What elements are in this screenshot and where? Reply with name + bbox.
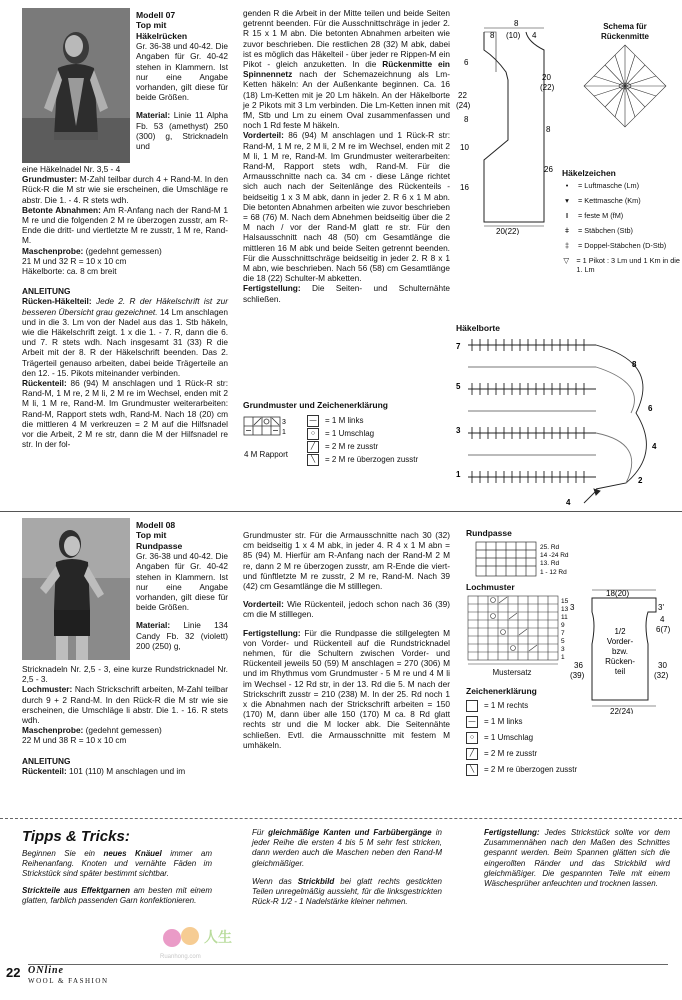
loch-row-15: 15 — [561, 598, 569, 606]
rundpasse-chart — [466, 528, 586, 586]
dim-bottom: 20(22) — [496, 227, 520, 235]
lochmuster-title: Lochmuster — [466, 582, 515, 592]
legend-slip: ▾ = Kettmasche (Km) — [562, 196, 680, 205]
model07-maschenprobe-3: Häkelborte: ca. 8 cm breit — [22, 266, 117, 277]
model07-grundmuster-chart — [243, 400, 453, 466]
model07-chart-rapport: 4 M Rapport — [243, 450, 289, 460]
model07-photo — [22, 8, 130, 163]
model07-ruecken-haekel: Rücken-Häkelteil: Jede 2. R der Häkelschrift ist zur besseren Übersicht grau gezeichnet. 14 Lm anschlagen und in die 3. Lm von der Nadel aus das 1. Stb häkeln, wie die Häkelschrift zeigt. 1 x die 1. - 7. R, dann die 6. und 7. R stets wdh. Nach insgesamt 31 (33) R die Arbeit mit der 8. R der Häkelschrift beenden. Das 2. Trägerteil genauso arbeiten, dabei beide Trägerteile an den 12. - 15. Pikots miteinander verbinden. — [22, 296, 229, 378]
model07-vorderteil: Vorderteil: 86 (94) M anschlagen und 1 Rück-R str: Rand-M, 1 M re, 2 M li, 2 M re im Wechsel, enden mit 2 M li, 1 M re, Rand-M. Im Grundmuster weiterarbeiten: Rand-M, Rapport stets wdh, Rand-M. Für die Armausschnitte nach ca. 34 cm - diese Länge richtet sich auch nach der Seitenlänge des Rückenteils - beidseitig 1 x 3 M abk, dann in jeder 2. R 6 x 1 M abn. Die betonten Abnahmen arbeiten wie zuvor beschrieben = 68 (76) M. Nach dem Abnehmen beidseitig über die 2 M nach / vor der Rand-M glatt re str. Für den Halsausschnitt nach 48 (50) cm Gesamtlänge die mittleren 16 M abk und beide Seiten getrennt beenden. Für die Ausschnittschräge beidseitig in jeder 2. R 8 x 1 M abn, wie beschrieben. Nach 56 (58) cm Gesamtlänge die 18 (22) Schulter-M abketten. — [243, 130, 451, 284]
m8-inner-4: Rücken- — [605, 657, 635, 666]
model08-col2-text: Grundmuster str. Für die Armausschnitte nach 30 (32) cm beidseitig 1 x 4 M abk, in jeder 4. R 4 x 1 M abn = 85 (94) M. Hierfür am R-Anfang nach der Rand-M 2 M re, dann 2 M re überzogen zusstr, am R-Ende die viert- und fünftletzte M re zusstr, 2 M re, Rand-M. Nach 39 (42) cm Gesamtlänge die M stilllegen. — [243, 530, 450, 592]
model07-fertig: Fertigstellung: Die Seiten- und Schulternähte schließen. — [243, 283, 450, 304]
legend-item-links: — = 1 M links — [307, 414, 418, 427]
model08-ruecken: Rückenteil: 101 (110) M anschlagen und im — [22, 765, 186, 776]
schema-title: Schema für Rückenmitte — [600, 22, 649, 41]
loch-row-3: 3 — [561, 646, 565, 654]
model07-col1 — [22, 164, 228, 449]
tip-4: Wenn das Strickbild bei glatt rechts gestickten Teilen unregelmäßig aussieht, für die linksgestrickten Rück-R 1/2 - 1 Nadelstärke kleiner nehmen. — [252, 876, 442, 907]
section-divider-2 — [0, 818, 682, 819]
tips-col3 — [484, 828, 670, 889]
model08-photo — [22, 518, 130, 660]
model07-material-cont: eine Häkelnadel Nr. 3,5 - 4 — [22, 164, 121, 174]
model08-lochmuster: Lochmuster: Nach Strickschrift arbeiten, M-Zahl teilbar durch 9 + 2 Rand-M. In den Rück-R die M str wie sie erscheinen, die Umschläge li abstr. Die 1. - 16. R stets wdh. — [22, 684, 228, 726]
watermark-text: Ruanhong.com — [160, 954, 201, 961]
single-crochet-icon: I — [565, 211, 569, 221]
model07-chart-row3: 3 — [282, 419, 286, 427]
model08-material-cont: Stricknadeln Nr. 2,5 - 3, eine kurze Rundstricknadel Nr. 2,5 - 3. — [22, 664, 228, 685]
brand-name: ONline — [28, 965, 64, 976]
model08-maschenprobe-2: 22 M und 38 R = 10 x 10 cm — [22, 735, 127, 746]
model07-col2 — [243, 8, 450, 304]
m8-legend-links: — = 1 M links — [466, 714, 616, 730]
chain-stitch-icon: • — [565, 181, 569, 191]
model07-subtitle-2: Häkelrücken — [136, 30, 188, 41]
dim-left-24: (24) — [456, 101, 471, 110]
ssk-icon: ╲ — [466, 764, 478, 776]
loch-row-13: 13 — [561, 606, 569, 614]
model08-legend — [466, 686, 616, 778]
m8-dim-32: (32) — [654, 671, 669, 680]
model08-col2 — [243, 530, 450, 750]
borte-row-8: 8 — [632, 360, 637, 370]
knit-purl-icon: — — [307, 415, 319, 427]
tip-5: Fertigstellung: Jedes Strickstück sollte vor dem Zusammennähen nach den Maßen des Schnittes gespannt werden. Beim Spannen glätten sich die eingerollten Ränder und das Strickbild wird gleichmäßiger. Die gespannten Teile mit einem Wäschesprüher anfeuchten und trocknen lassen. — [484, 828, 670, 889]
dim-right-26: 26 — [544, 165, 553, 174]
model07-grundmuster: Grundmuster: M-Zahl teilbar durch 4 + Rand-M. In den Rück-R die M str wie sie erscheinen, die Umschläge re abstr. Die 1. - 4. R stets wdh. — [22, 174, 228, 205]
purl-icon: — — [466, 716, 478, 728]
dim-left-10: 10 — [460, 143, 469, 152]
haekelborte-chart — [456, 323, 676, 508]
double-crochet-icon: ǂ — [564, 226, 570, 236]
rundpasse-row-13: 13. Rd — [540, 560, 560, 568]
model07-maschenprobe: Maschenprobe: (gedehnt gemessen) — [22, 245, 162, 256]
model08-material: Material: Linie 134 Candy Fb. 32 (violett) 200 (250) g, — [136, 620, 228, 651]
picot-icon: ▽ — [563, 256, 569, 266]
model07-subtitle-1: Top mit — [136, 20, 167, 31]
m8-legend-zusstr: ╱ = 2 M re zusstr — [466, 746, 616, 762]
lochmuster-diagram — [466, 592, 576, 670]
model08-subtitle-2: Rundpasse — [136, 540, 183, 551]
model07-name: Modell 07 — [136, 10, 176, 20]
m8-dim-3a: 3 — [570, 603, 575, 612]
yarn-over-icon: ○ — [466, 732, 478, 744]
loch-row-11: 11 — [561, 614, 568, 622]
dim-top-10: (10) — [506, 31, 521, 40]
yarn-over-icon: ○ — [307, 428, 319, 440]
k2tog-icon: ╱ — [307, 441, 319, 453]
legend-item-zusstr: ╱ = 2 M re zusstr — [307, 440, 418, 453]
model07-intro: Gr. 36-38 und 40-42. Die Angaben für Gr. 40-42 stehen in Klammern. Ist nur eine Angabe vorhanden, gilt diese für beide Größen. — [136, 41, 228, 103]
mustersatz-label: Mustersatz — [492, 668, 532, 678]
model08-anleitung: ANLEITUNG — [22, 755, 71, 766]
borte-row-4: 4 — [652, 442, 657, 452]
footer-brand — [28, 966, 109, 986]
dim-top-8b: 8 — [490, 31, 495, 40]
dim-right-20: 20 — [542, 73, 551, 82]
model08-image — [22, 518, 130, 660]
m8-legend-rechts: = 1 M rechts — [466, 698, 616, 714]
model08-col1 — [22, 664, 228, 776]
model08-name: Modell 08 — [136, 520, 176, 530]
dim-left-16: 16 — [460, 183, 469, 192]
page-number: 22 — [6, 965, 21, 980]
haekelborte-diagram — [456, 333, 676, 508]
dim-left-22: 22 — [458, 91, 467, 100]
m8-dim-36: 36 — [574, 661, 583, 670]
haekelzeichen-legend — [562, 168, 680, 274]
borte-row-2: 2 — [638, 476, 643, 486]
haekelzeichen-title: Häkelzeichen — [562, 168, 616, 178]
haekelborte-title: Häkelborte — [456, 323, 500, 333]
tips-col1 — [22, 828, 212, 906]
m8-dim-67: 6(7) — [656, 625, 671, 634]
rundpasse-row-14: 14 -24 Rd — [540, 552, 569, 560]
svg-text:人生: 人生 — [204, 929, 232, 945]
m8-legend-ueberzogen: ╲ = 2 M re überzogen zusstr — [466, 762, 616, 778]
m8-dim-4: 4 — [660, 615, 665, 624]
knit-icon — [466, 700, 478, 712]
dim-left-6: 6 — [464, 58, 469, 67]
model08-intro: Gr. 36-38 und 40-42. Die Angaben für Gr. 40-42 stehen in Klammern. Ist nur eine Angabe vorhanden, gilt diese für beide Größen. — [136, 551, 228, 613]
borte-row-1: 1 — [456, 470, 461, 480]
legend-item-umschlag: ○ = 1 Umschlag — [307, 427, 418, 440]
model07-chart-title: Grundmuster und Zeichenerklärung — [243, 400, 388, 410]
dim-right-8: 8 — [546, 125, 551, 134]
legend-chain: • = Luftmasche (Lm) — [562, 181, 680, 190]
model07-material: Material: Linie 11 Alpha Fb. 53 (amethyst) 250 (300) g, Stricknadeln und — [136, 110, 228, 152]
tip-3: Für gleichmäßige Kanten und Farbübergänge in jeder Reihe die ersten 4 bis 5 M sehr fest stricken, dann werden auch die Maschen neben den Rand-M gleichmäßiger. — [252, 828, 442, 868]
model07-schematic-drawing — [456, 10, 556, 235]
legend-sc: I = feste M (fM) — [562, 211, 680, 220]
loch-row-9: 9 — [561, 622, 565, 630]
model07-schema — [580, 22, 670, 133]
model07-chart-legend — [307, 414, 418, 466]
lochmuster-chart — [466, 582, 576, 679]
m8-inner-2: Vorder- — [606, 637, 634, 646]
m8-dim-top: 18(20) — [606, 589, 630, 598]
legend-picot: ▽ = 1 Pikot : 3 Lm und 1 Km in die 1. Lm — [563, 256, 680, 275]
tip-1: Beginnen Sie ein neues Knäuel immer am Reihenanfang. Knoten und vernähte Fäden im Strickstück sind später bestimmt sichtbar. — [22, 849, 212, 879]
dim-right-22: (22) — [540, 83, 555, 92]
dim-left-8: 8 — [464, 115, 469, 124]
legend-tr: ‡ = Doppel-Stäbchen (D-Stb) — [562, 241, 680, 250]
k2tog-icon: ╱ — [466, 748, 478, 760]
tip-2: Strickteile aus Effektgarnen am besten mit einem glatten, farblich passenden Garn konfektionieren. — [22, 885, 212, 905]
rundpasse-row-1: 1 - 12 Rd — [540, 569, 567, 577]
m8-inner-1: 1/2 — [614, 627, 626, 636]
rundpasse-diagram — [466, 538, 586, 584]
m8-dim-39: (39) — [570, 671, 585, 680]
brand-sub: WOOL & FASHION — [28, 977, 109, 986]
tips-title: Tipps & Tricks: — [22, 828, 130, 845]
loch-row-7: 7 — [561, 630, 565, 638]
model07-chart-grid — [243, 414, 289, 448]
rundpasse-title: Rundpasse — [466, 528, 512, 538]
loch-row-1: 1 — [561, 654, 565, 662]
model08-maschenprobe: Maschenprobe: (gedehnt gemessen) — [22, 725, 162, 736]
rundpasse-row-25: 25. Rd — [540, 544, 560, 552]
model08-subtitle-1: Top mit — [136, 530, 167, 541]
tips-col2 — [252, 828, 442, 907]
model08-vorderteil: Vorderteil: Wie Rückenteil, jedoch schon nach 36 (39) cm die M stilllegen. — [243, 599, 450, 620]
legend-dc: ǂ = Stäbchen (Stb) — [562, 226, 680, 235]
m8-inner-5: teil — [614, 667, 626, 676]
model07-chart-row1: 1 — [282, 429, 286, 437]
borte-row-6: 6 — [648, 404, 653, 414]
m8-dim-30: 30 — [658, 661, 667, 670]
model07-image — [22, 8, 130, 163]
m8-inner-3: bzw. — [611, 647, 629, 656]
model07-header — [136, 10, 228, 151]
model07-anleitung: ANLEITUNG — [22, 286, 71, 297]
watermark-logo — [160, 918, 270, 961]
dim-top-8a: 8 — [514, 19, 519, 28]
borte-row-3: 3 — [456, 426, 461, 436]
loch-row-5: 5 — [561, 638, 565, 646]
slip-stitch-icon: ▾ — [565, 196, 569, 206]
model07-betonte: Betonte Abnahmen: Am R-Anfang nach der Rand-M 1 M re und die folgenden 2 M re überzogen zusstr, am R-Ende die dritt- und viertletzte M re zusstr, 1 M re, Rand-M. — [22, 204, 228, 246]
model07-maschenprobe-2: 21 M und 32 R = 10 x 10 cm — [22, 255, 127, 266]
section-divider-1 — [0, 511, 682, 512]
borte-start-num: 4 — [566, 498, 571, 508]
model08-legend-title: Zeichenerklärung — [466, 686, 537, 696]
ssk-icon: ╲ — [307, 454, 319, 466]
treble-crochet-icon: ‡ — [564, 241, 570, 251]
m8-legend-umschlag: ○ = 1 Umschlag — [466, 730, 616, 746]
spider-web-diagram — [580, 41, 670, 131]
m8-dim-bottom: 22(24) — [610, 707, 634, 714]
borte-row-7: 7 — [456, 342, 461, 352]
model08-header — [136, 520, 228, 651]
legend-item-ueberzogen: ╲ = 2 M re überzogen zusstr — [307, 453, 418, 466]
model07-schematic — [456, 10, 556, 235]
footer-rule — [28, 964, 668, 965]
model07-col2-text: genden R die Arbeit in der Mitte teilen und beide Seiten getrennt beenden. Für die Ausschnittschräge in jeder 2. R 15 x 1 M abn. Die betonten Abnahmen arbeiten wie zuvor beschrieben. Die restlichen 28 (32) M abk, dabei ist es möglich das Häkelteil - über jeder re Rippen-M ein Pikot - gleich anzuketten. In die Rückenmitte ein Spinnennetz nach der Schemazeichnung als Lm-Ketten häkeln: An der Außenkante beginnen. Ca. 16 (18) Lm-Ketten mit je 20 Lm häkeln. An der Häkelborte je 2 Pikots mit 3 Lm verbinden. Die Lm-Ketten innen mit fM, Stb und Lm zu einem Oval zusammenfassen und noch 1 Rd feste M häkeln. — [243, 8, 450, 131]
model08-fertig: Fertigstellung: Für die Rundpasse die stillgelegten M von Vorder- und Rückenteil auf die Rundstricknadel nehmen, für die Schultern zwischen Vorder- und Rückenteil jeweils 50 (59) M anschlagen = 270 (306) M und im Rhythmus vom Grundmuster - 5 M re und 4 M li im Wechsel - 12 Rd str, in der 13. Rd die 5. M nach der Strickschrift zusstr = 210 (238) M. In der 25. Rd noch 1 x die Abnahmen nach der Strickschrift arbeiten = 150 (170) M, dann über alle 150 (170) M ca. 8 Rd glatt rechts str und die M locker abk. Die Seitennähte schließen. Evtl. die Armausschnitte mit festem M umhäkeln. — [243, 627, 450, 750]
m8-dim-3b: 3' — [658, 603, 664, 612]
dim-top-4: 4 — [532, 31, 537, 40]
model07-rueckenteil: Rückenteil: 86 (94) M anschlagen und 1 Rück-R str: Rand-M, 1 M re, 2 M li, 2 M re im Wechsel, enden mit 2 M li, 1 M re, Rand-M. Im Grundmuster weiterarbeiten: Rand-M, Rapport stets wdh, Rand-M. Nach 18 (20) cm die mittleren 4 M verkreuzen = 2 M auf die Hilfsnadel vor die Arbeit, 2 M re str, dann die M der Hilfsnadel re str. In der fol- — [22, 378, 229, 450]
borte-row-5: 5 — [456, 382, 461, 392]
